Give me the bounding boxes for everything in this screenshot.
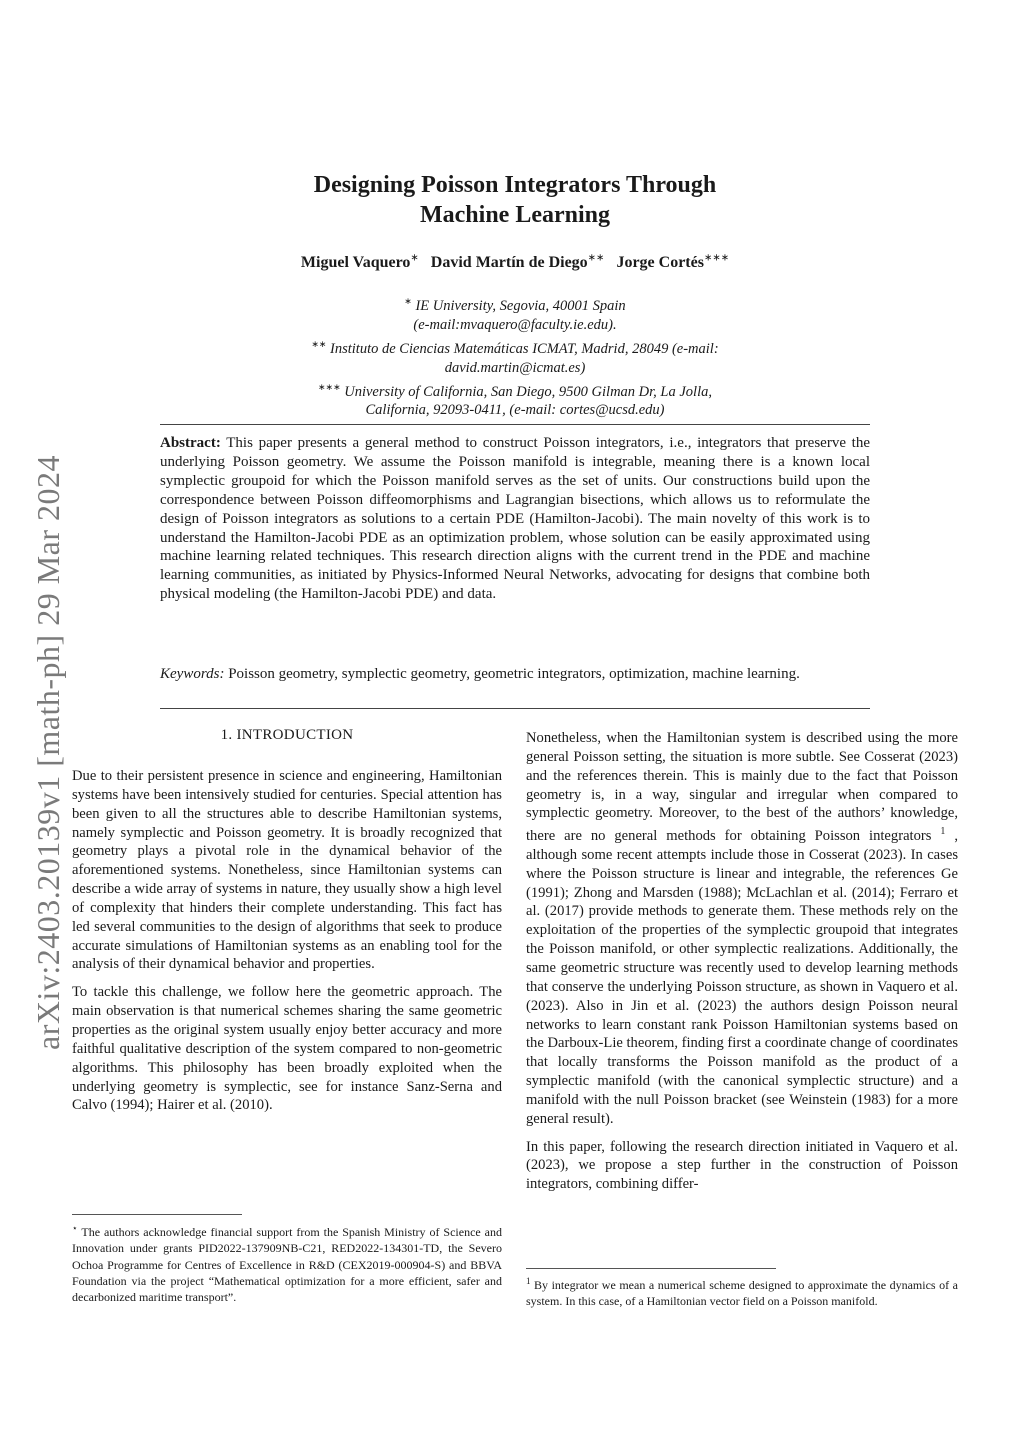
paragraph: In this paper, following the research direction initiated in Vaquero et al. (2023), we propose a step further in the construction of Poisson integrators, combining differ- xyxy=(526,1138,958,1193)
affiliation-1: ∗ IE University, Segovia, 40001 Spain xyxy=(404,296,626,314)
funding-footnote: ⋆ The authors acknowledge financial support from the Spanish Ministry of Science and Innovation under grants PID2022-137909NB-C21, RED2022-134301-TD, the Severo Ochoa Programme for Centres of Excellence in R&D (CEX2019-000904-S) and BBVA Foundation via the project “Mathematical optimization for a more efficient, safer and decarbonized maritime transport”. xyxy=(72,1223,502,1305)
author: Jorge Cortés∗∗∗ xyxy=(616,253,730,272)
keywords-text: Poisson geometry, symplectic geometry, geometric integrators, optimization, machine learning. xyxy=(228,666,800,682)
author: Miguel Vaquero∗ xyxy=(300,253,419,272)
affiliation-3: ∗∗∗ University of California, San Diego, 9500 Gilman Dr, La Jolla, xyxy=(318,381,712,400)
abstract-text: This paper presents a general method to construct Poisson integrators, i.e., integrators that preserve the underlying Poisson geometry. We assume the Poisson manifold is integrable, meaning there is a known local symplectic groupoid for which the Poisson manifold serves as the set of units. Our constructions build upon the correspondence between Poisson diffeomorphisms and Lagrangian bisections, which allows us to reformulate the design of Poisson integrators as solutions to a certain PDE (Hamilton-Jacobi). The main novelty of this work is to understand the Hamilton-Jacobi PDE as an optimization problem, whose solution can be easily approximated using machine learning related techniques. This research direction aligns with the current trend in the PDE and machine learning communities, as initiated by Physics-Informed Neural Networks, advocating for designs that combine both physical modeling (the Hamilton-Jacobi PDE) and data. xyxy=(160,435,870,603)
abstract-top-rule xyxy=(160,424,870,425)
paper-title xyxy=(160,170,870,230)
author-list xyxy=(160,253,870,272)
abstract xyxy=(160,434,870,604)
affiliations xyxy=(190,292,840,420)
affiliation-2: ∗∗ Instituto de Ciencias Matemáticas ICMAT, Madrid, 28049 (e-mail: xyxy=(311,338,719,357)
keywords-label: Keywords: xyxy=(160,666,225,682)
arxiv-side-identifier: arXiv:2403.20139v1 [math-ph] 29 Mar 2024 xyxy=(29,454,66,1050)
affiliation-3-email: California, 92093-0411, (e-mail: cortes@ucsd.edu) xyxy=(365,402,665,419)
author: David Martín de Diego∗∗ xyxy=(430,253,605,272)
footnote-rule xyxy=(72,1214,242,1215)
title-line-1: Designing Poisson Integrators Through xyxy=(313,172,717,198)
abstract-bottom-rule xyxy=(160,708,870,709)
paragraph: Due to their persistent presence in science and engineering, Hamiltonian systems have been intensively studied for centuries. Special attention has been given to all the structures able to describe Hamiltonian systems, namely symplectic and Poisson geometry. It is broadly recognized that geometry plays a pivotal role in the dynamical behavior of the aforementioned systems. Nonetheless, since Hamiltonian systems can describe a wide array of systems in nature, they usually show a high level of complexity that hinders their complete understanding. This fact has led several communities to the design of algorithms that seek to produce accurate simulations of Hamiltonian systems as an enabling tool for the analysis of their dynamical behavior and properties. xyxy=(72,768,502,973)
title-line-2: Machine Learning xyxy=(420,202,610,228)
left-column-body xyxy=(72,767,502,1115)
abstract-label: Abstract: xyxy=(160,435,221,451)
integrator-footnote: $^1$ By integrator we mean a numerical scheme designed to approximate the dynamics of a system. In this case, of a Hamiltonian vector field on a Poisson manifold. xyxy=(526,1276,958,1309)
keywords xyxy=(160,665,870,684)
footnote-ref: 1 xyxy=(940,826,946,838)
paragraph: To tackle this challenge, we follow here the geometric approach. The main observation is that numerical schemes sharing the same geometric properties as the original system usually enjoy better accuracy and more faithful qualitative description of the system compared to non-geometric algorithms. This philosophy has been broadly exploited when the underlying geometry is symplectic, see for instance Sanz-Serna and Calvo (1994); Hairer et al. (2010). xyxy=(72,984,502,1114)
affiliation-2-email: david.martin@icmat.es) xyxy=(444,359,586,376)
footnote-rule xyxy=(526,1268,776,1269)
paragraph: Nonetheless, when the Hamiltonian system is described using the more general Poisson setting, the situation is more subtle. See Cosserat (2023) and the references therein. This is mainly due to the fact that Poisson geometry is, in a way, singular and irregular when compared to symplectic geometry. Moreover, to the best of the authors’ knowledge, there are no general methods for obtaining Poisson integrators $^1$ , although some recent attempts include those in Cosserat (2023). In cases where the Poisson structure is linear and integrable, the references Ge (1991); Zhong and Marsden (1988); McLachlan et al. (2014); Ferraro et al. (2017) provide methods to generate them. These methods rely on the exploitation of the properties of the symplectic groupoid that integrates the Poisson manifold, or other symplectic realizations. Additionally, the same geometric structure was recently used to develop learning methods that conserve the underlying Poisson structure, as shown in Vaquero et al. (2023). Also in Jin et al. (2023) the authors design Poisson neural networks to learn constant rank Poisson Hamiltonian systems based on the Darboux-Lie theorem, finding first a coordinate change of coordinates that locally transforms the Poisson manifold as the product of a symplectic manifold (with the canonical symplectic structure) and a manifold with the null Poisson bracket (see Weinstein (1983) for a more general result). xyxy=(526,730,958,1127)
right-column-body xyxy=(526,729,958,1194)
section-heading: 1. INTRODUCTION xyxy=(220,727,354,743)
affiliation-1-email: (e-mail:mvaquero@faculty.ie.edu). xyxy=(413,316,617,333)
